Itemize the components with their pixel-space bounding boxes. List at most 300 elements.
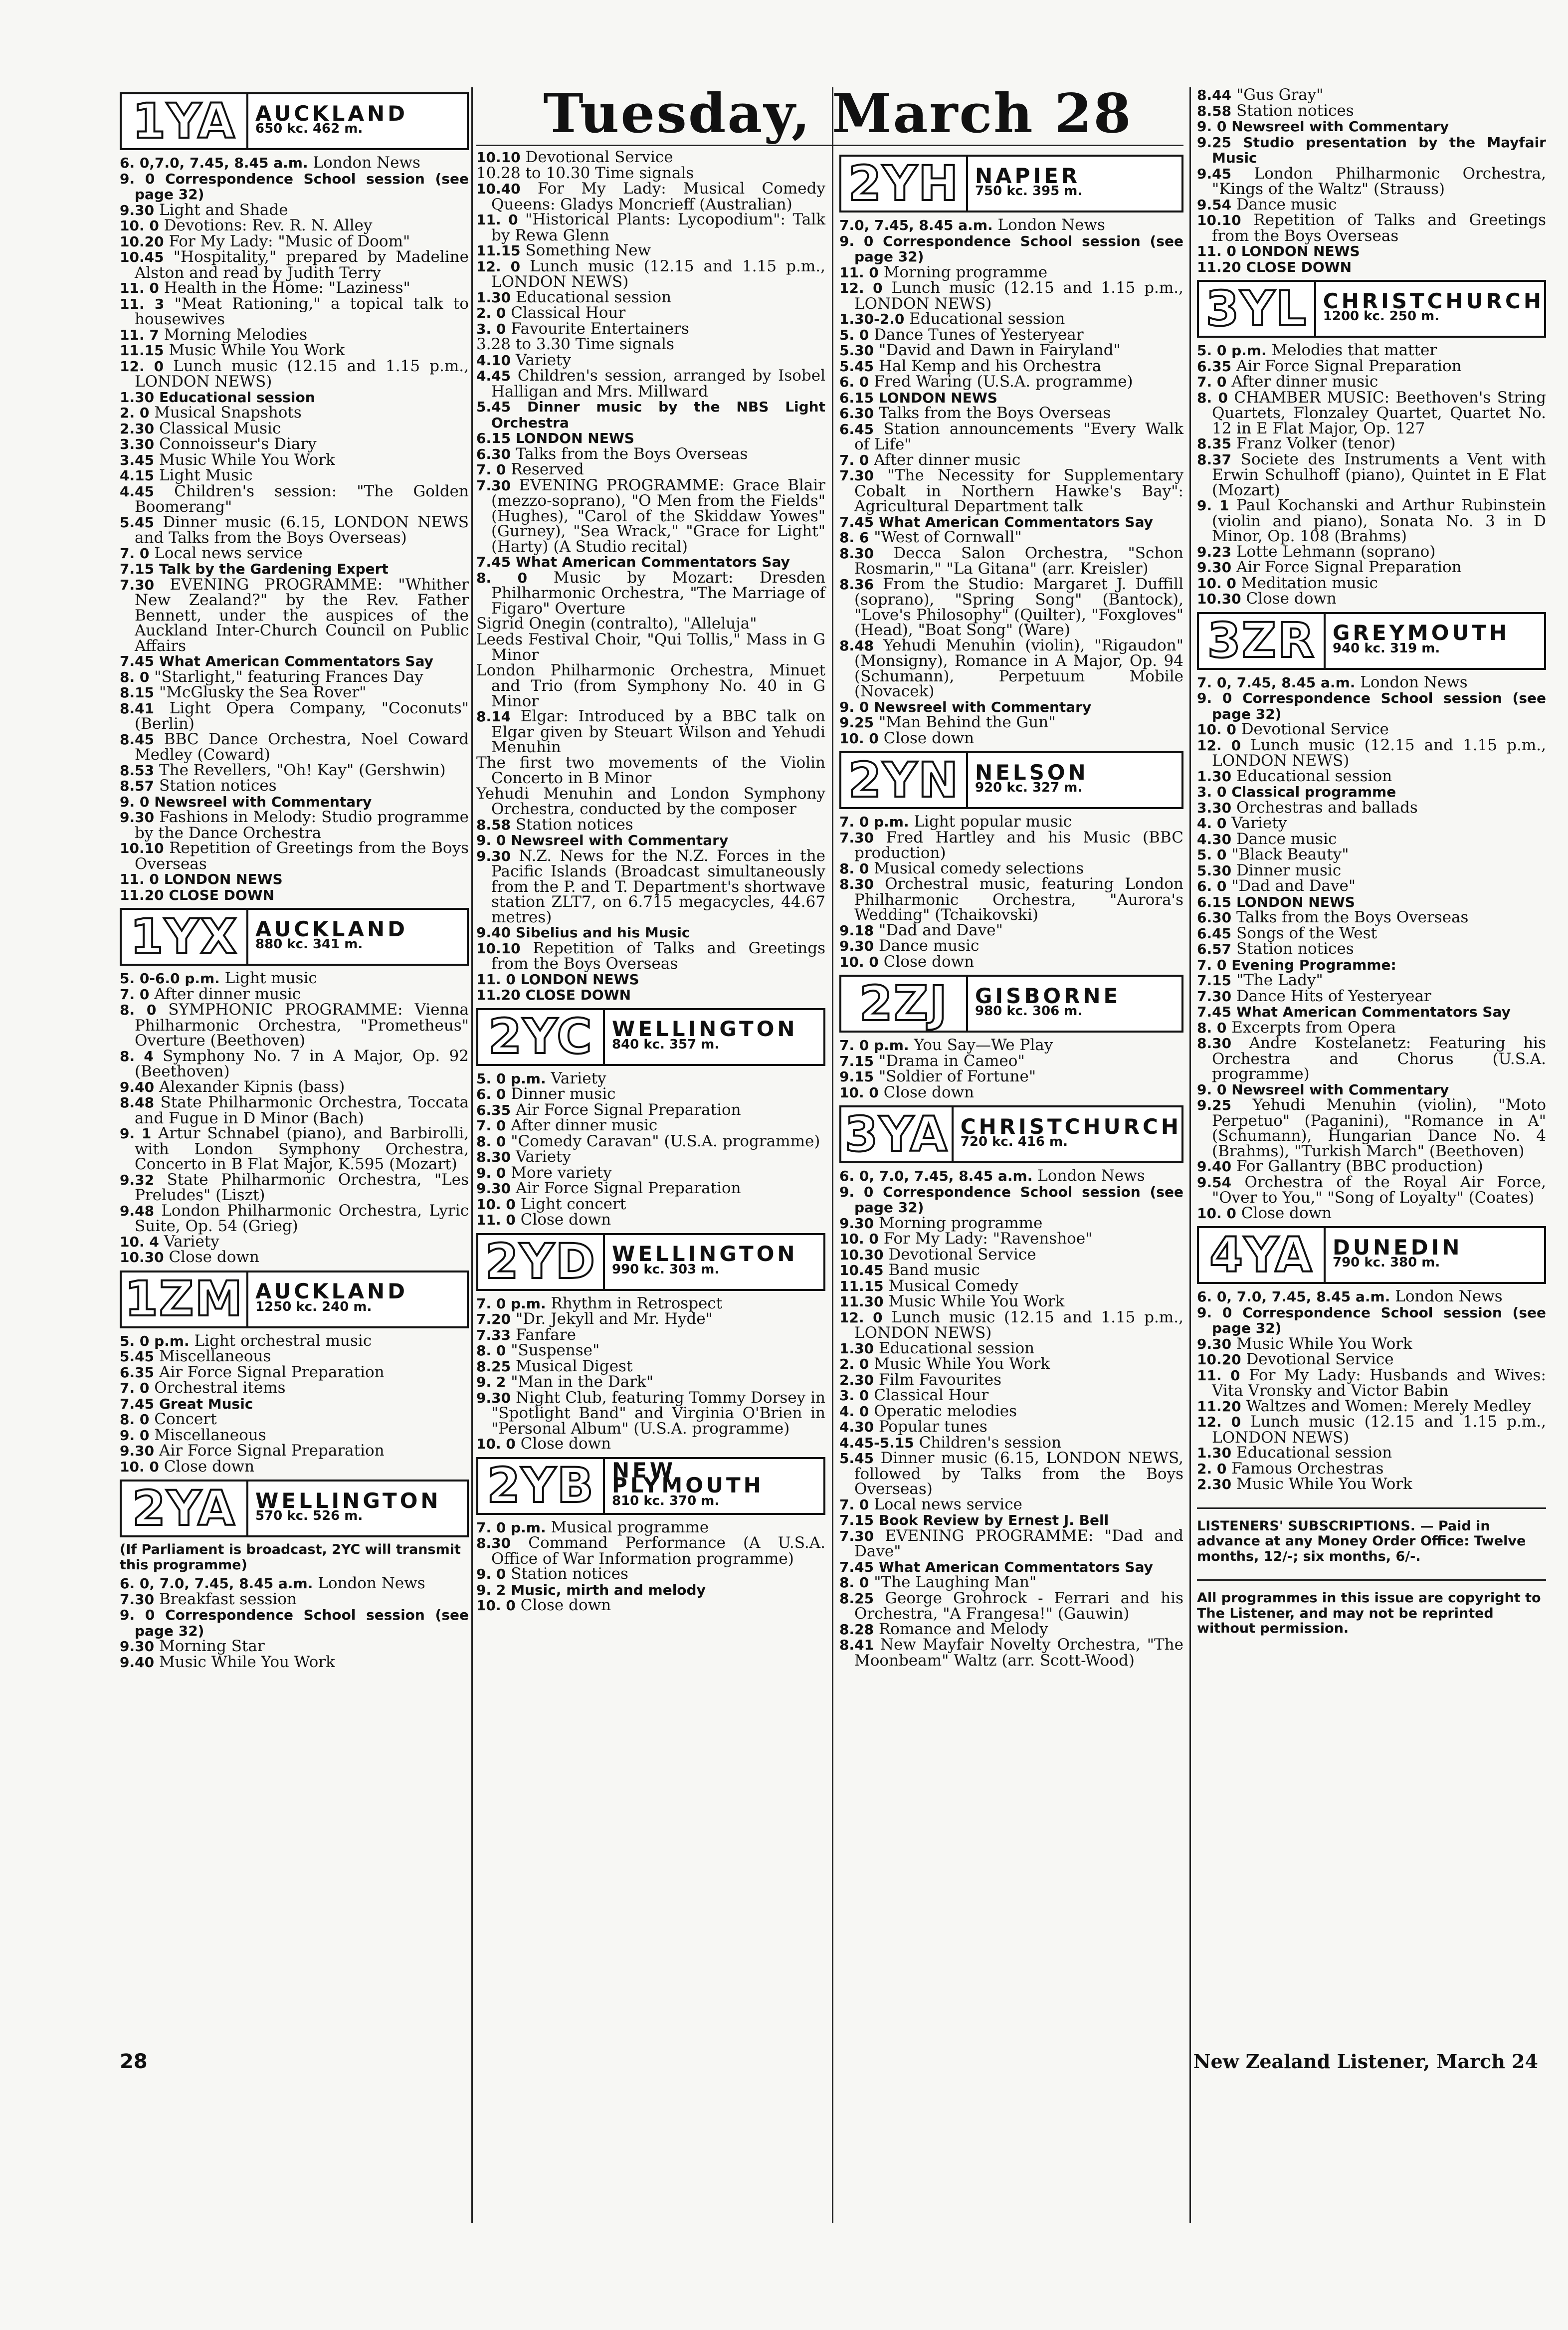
programme-description: "Hospitality," prepared by Madeline Alston and read by Judith Terry — [135, 248, 469, 282]
programme-description: Breakfast session — [159, 1590, 297, 1608]
programme-time: 11.30 — [839, 1293, 884, 1310]
programme-item — [476, 181, 825, 212]
station-header — [120, 1480, 469, 1537]
programme-description: Elgar: Introduced by a BBC talk on Elgar given by Steuart Wilson and Yehudi Menuhin — [491, 707, 826, 756]
programme-time: 7.30 — [120, 576, 155, 593]
programme-item — [120, 701, 469, 732]
programme-description: Favourite Entertainers — [511, 319, 689, 338]
programme-time: 9. 0 — [476, 1566, 506, 1582]
programme-description: Close down — [1241, 1204, 1332, 1222]
programme-description: Light popular music — [914, 813, 1072, 831]
programme-time: 9.30 — [476, 1389, 511, 1406]
programme-item — [476, 1535, 825, 1566]
programme-time: 9.30 — [1197, 1335, 1232, 1352]
programme-time: 9.15 — [839, 1068, 874, 1085]
station-frequency: 940 kc. 319 m. — [1333, 640, 1440, 656]
programme-item — [476, 321, 825, 337]
programme-time: 3.45 — [120, 451, 155, 468]
programme-description: Andre Kostelanetz: Featuring his Orchestra and Chorus (U.S.A. programme) — [1212, 1034, 1546, 1083]
programme-description: LONDON NEWS — [878, 389, 997, 406]
programme-time: 10. 0 — [120, 217, 159, 234]
programme-item — [1197, 1159, 1546, 1175]
programme-description: Dance music — [878, 937, 980, 955]
programme-description: Operatic melodies — [874, 1402, 1017, 1420]
programme-item — [1197, 1289, 1546, 1305]
programme-item — [120, 1396, 469, 1412]
programme-time: 2. 0 — [476, 305, 506, 321]
programme-item — [476, 212, 825, 243]
programme-item — [120, 1428, 469, 1444]
programme-description: Command Performance (A U.S.A. Office of War Information programme) — [491, 1534, 825, 1568]
programme-time: 5. 0-6.0 p.m. — [120, 970, 220, 987]
programme-description: Music While You Work — [874, 1355, 1050, 1373]
programme-description: Yehudi Menuhin (violin), "Rigaudon" (Monsigny), Romance in A Major, Op. 94 (Schumann), Perpetuum Mobile (Novacek) — [854, 636, 1184, 700]
programme-item — [1197, 769, 1546, 785]
programme-time: 12. 0 — [476, 258, 521, 275]
programme-description: Variety — [164, 1232, 219, 1251]
station-info — [968, 157, 1181, 211]
programme-time: 6. 0,7.0, 7.45, 8.45 a.m. — [120, 155, 308, 171]
programme-time: 9.40 — [1197, 1158, 1232, 1175]
programme-time: 9.30 — [120, 1638, 155, 1655]
programme-item — [476, 1118, 825, 1134]
station-header — [120, 92, 469, 150]
programme-item — [1197, 800, 1546, 816]
programme-time: 4.45 — [120, 483, 155, 500]
programme-time: 9.40 — [120, 1654, 155, 1671]
programme-time: 7. 0 p.m. — [839, 1037, 909, 1054]
programme-description: Band music — [888, 1261, 980, 1279]
programme-time: 4.45 — [476, 368, 511, 384]
station-frequency: 920 kc. 327 m. — [975, 780, 1083, 795]
programme-description: Fred Waring (U.S.A. programme) — [874, 373, 1133, 391]
programme-item — [120, 732, 469, 763]
programme-time: 8. 0 — [120, 668, 150, 685]
programme-time: 8.58 — [476, 816, 511, 833]
column-divider — [832, 87, 833, 2223]
programme-time: 8.35 — [1197, 435, 1232, 452]
station-city: NEW PLYMOUTH — [612, 1458, 764, 1498]
programme-item — [839, 1497, 1183, 1513]
programme-time: 5.45 — [120, 514, 155, 531]
programme-item — [120, 515, 469, 546]
programme-item — [839, 1435, 1183, 1451]
station-info — [954, 1107, 1181, 1161]
station-header — [839, 975, 1183, 1033]
programme-description: Orchestral music, featuring London Philharmonic Orchestra, "Aurora's Wedding" (Tchaikovski) — [854, 875, 1183, 924]
programme-item — [476, 632, 825, 663]
programme-item — [476, 353, 825, 369]
station-header — [1197, 280, 1546, 338]
programme-item — [120, 296, 469, 327]
programme-item — [839, 638, 1183, 699]
programme-time: 9. 1 — [120, 1125, 152, 1142]
programme-item — [1197, 1414, 1546, 1445]
programme-item — [120, 685, 469, 701]
programme-description: More variety — [511, 1163, 612, 1182]
programme-description: N.Z. News for the N.Z. Forces in the Pacific Islands (Broadcast simultaneously from the P. and T. Department's shortwave station ZLT7, on 6.715 megacycles, 44.67 metres) — [491, 847, 826, 926]
programme-description: Dinner music (6.15, LONDON NEWS, followed by Talks from the Boys Overseas) — [854, 1449, 1183, 1498]
programme-time: 6.35 — [476, 1101, 511, 1118]
programme-time: 9.25 — [1197, 1097, 1232, 1113]
programme-item — [120, 1172, 469, 1203]
programme-item — [1197, 738, 1546, 769]
programme-item — [839, 1069, 1183, 1085]
programme-description: Miscellaneous — [154, 1426, 266, 1444]
programme-description: Famous Orchestras — [1231, 1459, 1384, 1478]
programme-item — [120, 887, 469, 903]
programme-item — [839, 577, 1183, 638]
station-city: WELLINGTON — [612, 1017, 798, 1041]
programme-item — [839, 1419, 1183, 1435]
programme-time: 11. 0 — [1197, 1367, 1240, 1384]
programme-time: 9.25 — [1197, 134, 1232, 151]
programme-description: "Dad and Dave" — [878, 921, 1003, 939]
programme-time: 11. 7 — [120, 326, 159, 343]
programme-item — [839, 1622, 1183, 1638]
programme-description: Melodies that matter — [1271, 341, 1437, 359]
programme-item — [476, 1086, 825, 1102]
programme-description: Rhythm in Retrospect — [551, 1294, 723, 1312]
programme-time: 7.45 — [839, 513, 874, 530]
programme-item — [476, 1181, 825, 1197]
programme-item — [476, 1436, 825, 1452]
programme-item — [1197, 212, 1546, 243]
programme-description: LONDON NEWS — [515, 430, 634, 446]
programme-time: 10. 0 — [1197, 721, 1236, 738]
programme-description: EVENING PROGRAMME: "Whither New Zealand?" by the Rev. Father Bennett, under the auspices of the Auckland Inter-Church Council on Public Affairs — [135, 575, 469, 655]
programme-time: 7. 0 p.m. — [476, 1295, 546, 1312]
programme-item — [120, 669, 469, 685]
programme-time: 11. 3 — [120, 295, 165, 312]
programme-description: Close down — [164, 1457, 255, 1476]
programme-item — [839, 546, 1183, 577]
programme-item — [120, 1639, 469, 1655]
programme-description: What American Commentators Say — [1236, 1004, 1511, 1020]
programme-time: 9.45 — [1197, 165, 1232, 182]
programme-description: London News — [997, 216, 1105, 234]
programme-item — [1197, 690, 1546, 722]
programme-time: 9. 0 — [1197, 690, 1232, 706]
programme-time: 7. 0 p.m. — [839, 814, 909, 830]
programme-time: 8. 0 — [476, 1342, 506, 1359]
programme-description: Music While You Work — [159, 1653, 335, 1671]
programme-description: The Revellers, "Oh! Kay" (Gershwin) — [159, 761, 446, 779]
programme-time: 11. 0 — [476, 212, 518, 228]
programme-time: 1.30 — [839, 1340, 874, 1357]
programme-description: Educational session — [515, 288, 672, 306]
station-city: WELLINGTON — [255, 1488, 441, 1513]
programme-item — [1197, 926, 1546, 942]
programme-item — [120, 546, 469, 562]
programme-description: Station notices — [1236, 101, 1354, 120]
station-frequency: 990 kc. 303 m. — [612, 1262, 720, 1277]
programme-time: 9.30 — [120, 202, 155, 218]
programme-item — [120, 280, 469, 296]
programme-item — [839, 830, 1183, 861]
programme-item — [120, 1002, 469, 1049]
station-frequency: 1250 kc. 240 m. — [255, 1299, 372, 1314]
programme-description: Evening Programme: — [1231, 956, 1396, 973]
programme-time: 3. 0 — [476, 320, 506, 337]
programme-item — [1197, 1368, 1546, 1399]
programme-time: 8. 0 — [476, 569, 528, 586]
programme-description: Newsreel with Commentary — [874, 698, 1092, 715]
programme-description: Musical comedy selections — [874, 859, 1084, 877]
programme-item — [120, 1443, 469, 1459]
programme-time: 3.30 — [120, 436, 155, 452]
programme-description: Dinner music — [1236, 861, 1342, 879]
programme-time: 1.30-2.0 — [839, 311, 905, 327]
programme-description: Dance Hits of Yesteryear — [1236, 987, 1431, 1005]
programme-time: 7.20 — [476, 1311, 511, 1327]
station-frequency: 840 kc. 357 m. — [612, 1037, 720, 1052]
programme-description: Devotional Service — [525, 148, 673, 166]
programme-description: Great Music — [159, 1395, 253, 1412]
programme-item — [1197, 390, 1546, 436]
programme-item — [476, 1374, 825, 1390]
programme-description: Dinner music — [511, 1085, 616, 1103]
station-callsign: 2YN — [841, 753, 968, 807]
programme-time: 11.15 — [476, 242, 521, 259]
programme-time: 6.30 — [476, 445, 511, 462]
programme-time: 7. 0, 7.45, 8.45 a.m. — [1197, 674, 1356, 691]
programme-item — [476, 150, 825, 166]
programme-time: 3. 0 — [839, 1387, 869, 1404]
programme-item — [120, 1333, 469, 1349]
programme-description: Night Club, featuring Tommy Dorsey in "Spotlight Band" and Virginia O'Brien in "Personal Album" (U.S.A. programme) — [491, 1388, 825, 1438]
programme-description: Devotions: Rev. R. N. Alley — [164, 216, 373, 234]
programme-item — [839, 359, 1183, 375]
programme-item — [120, 421, 469, 437]
programme-description: Variety — [515, 351, 572, 369]
programme-item — [476, 1071, 825, 1087]
programme-item — [120, 871, 469, 887]
programme-time: 11.15 — [120, 342, 164, 359]
station-header — [476, 1233, 825, 1291]
programme-time: 10. 0 — [476, 1436, 516, 1452]
station-frequency: 980 kc. 306 m. — [975, 1004, 1083, 1019]
programme-description: CLOSE DOWN — [1246, 258, 1352, 275]
programme-time: 7. 0 — [120, 1380, 150, 1396]
programme-time: 10.30 — [1197, 591, 1241, 607]
programme-description: Musical programme — [551, 1518, 709, 1536]
programme-item — [839, 374, 1183, 390]
programme-time: 10.45 — [839, 1262, 884, 1278]
programme-item — [839, 699, 1183, 715]
programme-description: Repetition of Talks and Greetings from the Boys Overseas — [491, 939, 825, 973]
programme-time: 9. 1 — [1197, 497, 1229, 514]
programme-time: 8.44 — [1197, 87, 1232, 103]
programme-item — [120, 1079, 469, 1095]
station-callsign: 2YC — [478, 1010, 605, 1064]
programme-time: 1.30 — [120, 389, 155, 406]
programme-item — [839, 1231, 1183, 1247]
programme-time: 8. 0 — [839, 860, 869, 877]
programme-item — [120, 359, 469, 390]
station-callsign: 1YX — [122, 910, 248, 964]
programme-time: 2.30 — [1197, 1476, 1232, 1492]
programme-description: Fred Hartley and his Music (BBC production) — [854, 828, 1183, 862]
programme-item — [839, 1528, 1183, 1559]
programme-time: 11.15 — [839, 1277, 884, 1294]
programme-description: For My Lady: "Music of Doom" — [169, 232, 410, 250]
programme-item — [476, 1165, 825, 1181]
programme-time: 11. 0 — [120, 280, 159, 296]
programme-description: Close down — [1246, 590, 1337, 608]
programme-description: Close down — [883, 952, 975, 971]
programme-description: Yehudi Menuhin (violin), "Moto Perpetuo" (Paganini), "Romance in A" (Schumann), Hungarian Dance No. 4 (Brahms), "Turkish March" (Beethoven) — [1212, 1096, 1546, 1160]
programme-time: 8.58 — [1197, 102, 1232, 119]
programme-description: Light and Shade — [159, 201, 288, 219]
programme-item — [1197, 166, 1546, 197]
programme-time: 6.15 — [839, 389, 874, 406]
programme-description: Lotte Lehmann (soprano) — [1236, 542, 1436, 561]
programme-time: 10.10 — [120, 840, 164, 856]
station-callsign: 2ZJ — [841, 977, 968, 1031]
programme-item — [839, 422, 1183, 452]
programme-description: London News — [318, 1574, 425, 1592]
programme-time: 7.45 — [476, 554, 511, 570]
programme-time: 4.30 — [839, 1419, 874, 1435]
station-frequency: 720 kc. 416 m. — [960, 1134, 1068, 1149]
programme-description: Dance music — [1236, 195, 1337, 213]
programme-description: Hal Kemp and his Orchestra — [878, 357, 1102, 375]
programme-item — [476, 462, 825, 478]
programme-time: 12. 0 — [1197, 1414, 1241, 1430]
programme-description: Music While You Work — [888, 1292, 1065, 1310]
programme-time: 9.54 — [1197, 196, 1232, 213]
programme-description: Lunch music (12.15 and 1.15 p.m., LONDON NEWS) — [854, 1308, 1183, 1342]
programme-description: "Man in the Dark" — [511, 1373, 654, 1391]
programme-description: Variety — [1231, 814, 1287, 832]
programme-time: 9.23 — [1197, 543, 1232, 560]
station-frequency: 1200 kc. 250 m. — [1323, 309, 1440, 324]
programme-description: 3.28 to 3.30 Time signals — [476, 335, 674, 353]
programme-time: 10.45 — [120, 249, 164, 265]
programme-description: For My Lady: Musical Comedy Queens: Gladys Moncrieff (Australian) — [491, 180, 825, 213]
programme-description: EVENING PROGRAMME: "Dad and Dave" — [854, 1526, 1183, 1560]
station-info — [968, 753, 1181, 807]
programme-item — [1197, 973, 1546, 989]
programme-description: Miscellaneous — [159, 1347, 271, 1365]
programme-item — [476, 1212, 825, 1228]
programme-description: Devotional Service — [1241, 720, 1389, 738]
programme-time: 8. 0 — [839, 1574, 869, 1591]
programme-description: Meditation music — [1241, 574, 1378, 592]
programme-item — [120, 484, 469, 515]
programme-time: 9.18 — [839, 922, 874, 939]
programme-time: 4.10 — [476, 352, 511, 369]
programme-time: 6.30 — [1197, 909, 1232, 926]
programme-description: "The Lady" — [1236, 971, 1323, 989]
programme-item — [476, 1343, 825, 1359]
programme-description: Newsreel with Commentary — [1231, 118, 1449, 135]
station-header — [839, 155, 1183, 212]
programme-time: 10. 0 — [1197, 575, 1236, 592]
programme-description: Concert — [154, 1410, 217, 1428]
programme-description: Children's session — [919, 1433, 1062, 1452]
programme-time: 10.20 — [1197, 1351, 1241, 1368]
programme-description: Excerpts from Opera — [1231, 1018, 1396, 1037]
subscription-notice: All programmes in this issue are copyright to The Listener, and may not be reprinted without permission. — [1197, 1579, 1546, 1637]
programme-item — [120, 1576, 469, 1592]
station-callsign: 3YL — [1199, 282, 1316, 336]
programme-time: 8. 0 — [1197, 389, 1228, 406]
programme-description: Studio presentation by the Mayfair Music — [1212, 134, 1546, 166]
programme-description: Local news service — [154, 544, 303, 562]
programme-time: 11. 0 — [839, 264, 879, 281]
programme-item — [839, 1341, 1183, 1357]
programme-item — [120, 1592, 469, 1608]
programme-item — [1197, 784, 1546, 800]
station-callsign: 2YH — [841, 157, 968, 211]
programme-time: 9. 0 — [839, 232, 874, 249]
programme-time: 7. 0 — [120, 986, 150, 1003]
programme-time: 11. 0 — [1197, 243, 1236, 259]
programme-time: 6. 0 — [1197, 878, 1227, 894]
programme-item — [839, 1263, 1183, 1278]
station-frequency: 650 kc. 462 m. — [255, 121, 363, 136]
programme-description: After dinner music — [511, 1116, 658, 1134]
programme-description: Dance music — [1236, 830, 1337, 848]
station-city: AUCKLAND — [255, 101, 408, 126]
programme-description: LONDON NEWS — [164, 871, 283, 887]
programme-description: London Philharmonic Orchestra, Minuet and Trio (from Symphony No. 40 in G Minor — [476, 661, 825, 710]
programme-time: 5.45 — [476, 399, 511, 415]
programme-item — [839, 1388, 1183, 1404]
programme-description: Classical Hour — [511, 304, 626, 322]
programme-item — [839, 1372, 1183, 1388]
programme-item — [1197, 989, 1546, 1005]
programme-time: 7.15 — [839, 1512, 874, 1528]
programme-item — [1197, 259, 1546, 275]
programme-description: Dinner music (6.15, LONDON NEWS and Talks from the Boys Overseas) — [135, 513, 469, 547]
programme-item — [476, 786, 825, 817]
programme-description: Variety — [515, 1148, 572, 1166]
programme-description: Talks from the Boys Overseas — [1236, 908, 1469, 926]
programme-time: 9.40 — [476, 924, 511, 941]
programme-time: 8.37 — [1197, 451, 1232, 468]
programme-item — [839, 1184, 1183, 1216]
programme-time: 4.30 — [1197, 831, 1232, 847]
programme-time: 8. 0 — [1197, 1019, 1227, 1036]
programme-time: 8. 0 — [120, 1411, 150, 1428]
programme-description: Correspondence School session (see page 32) — [854, 232, 1183, 265]
programme-item — [1197, 1305, 1546, 1336]
programme-item — [839, 876, 1183, 923]
programme-description: Paul Kochanski and Arthur Rubinstein (violin and piano), Sonata No. 3 in D Minor, Op. 108 (Brahms) — [1212, 496, 1546, 545]
station-header — [476, 1008, 825, 1066]
programme-description: SYMPHONIC PROGRAMME: Vienna Philharmonic Orchestra, "Prometheus" Overture (Beethoven) — [135, 1001, 469, 1050]
programme-time: 9. 0 — [476, 1164, 506, 1181]
programme-description: Devotional Service — [1246, 1350, 1394, 1368]
programme-description: Air Force Signal Preparation — [1236, 357, 1462, 375]
programme-item — [839, 715, 1183, 731]
programme-time: 8.48 — [839, 637, 874, 654]
programme-time: 9. 0 — [120, 170, 155, 187]
programme-description: Air Force Signal Preparation — [515, 1100, 741, 1119]
programme-item — [120, 971, 469, 987]
programme-item — [839, 530, 1183, 546]
programme-item — [476, 570, 825, 617]
programme-time: 9. 0 — [120, 1607, 155, 1623]
programme-description: Talks from the Boys Overseas — [515, 444, 748, 463]
programme-time: 10. 4 — [120, 1233, 159, 1250]
programme-item — [120, 171, 469, 203]
programme-item — [839, 1278, 1183, 1294]
station-callsign: 1YA — [122, 94, 248, 148]
